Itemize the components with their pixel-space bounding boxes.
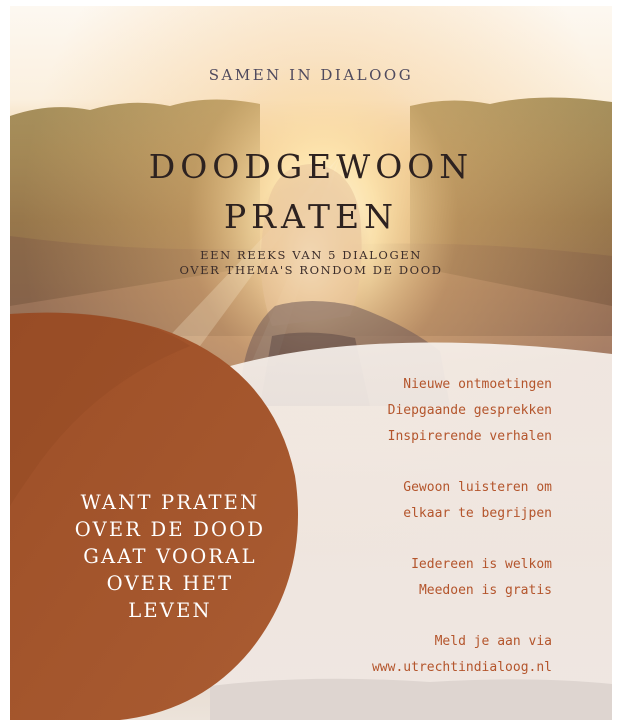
tagline-line: OVER DE DOOD (74, 518, 266, 541)
feature-item: Iedereen is welkom (411, 557, 552, 572)
poster-title (10, 142, 612, 242)
poster-subtitle (10, 248, 612, 278)
subtitle-line-2: OVER THEMA'S RONDOM DE DOOD (179, 263, 443, 277)
spacer (326, 604, 552, 629)
tagline (45, 489, 295, 624)
feature-list (326, 372, 552, 681)
spacer (326, 527, 552, 552)
feature-item: Meedoen is gratis (418, 583, 552, 598)
spacer (326, 450, 552, 475)
website-url: www.utrechtindialoog.nl (371, 660, 552, 675)
kicker-text: SAMEN IN DIALOOG (208, 66, 414, 84)
tagline-line: WANT PRATEN (80, 491, 260, 514)
subtitle-line-1: EEN REEKS VAN 5 DIALOGEN (200, 248, 422, 262)
flyer (10, 6, 612, 720)
title-line-1: DOODGEWOON (148, 147, 474, 186)
feature-item: Diepgaande gesprekken (387, 403, 552, 418)
signup-prompt: Meld je aan via (434, 634, 552, 649)
feature-item: Nieuwe ontmoetingen (403, 377, 552, 392)
tagline-line: GAAT VOORAL (83, 545, 257, 568)
feature-item: Inspirerende verhalen (387, 429, 552, 444)
feature-item: elkaar te begrijpen (403, 506, 552, 521)
tagline-line: OVER HET (106, 572, 234, 595)
feature-item: Gewoon luisteren om (403, 480, 552, 495)
tagline-line: LEVEN (128, 599, 212, 622)
title-line-2: PRATEN (223, 197, 399, 236)
